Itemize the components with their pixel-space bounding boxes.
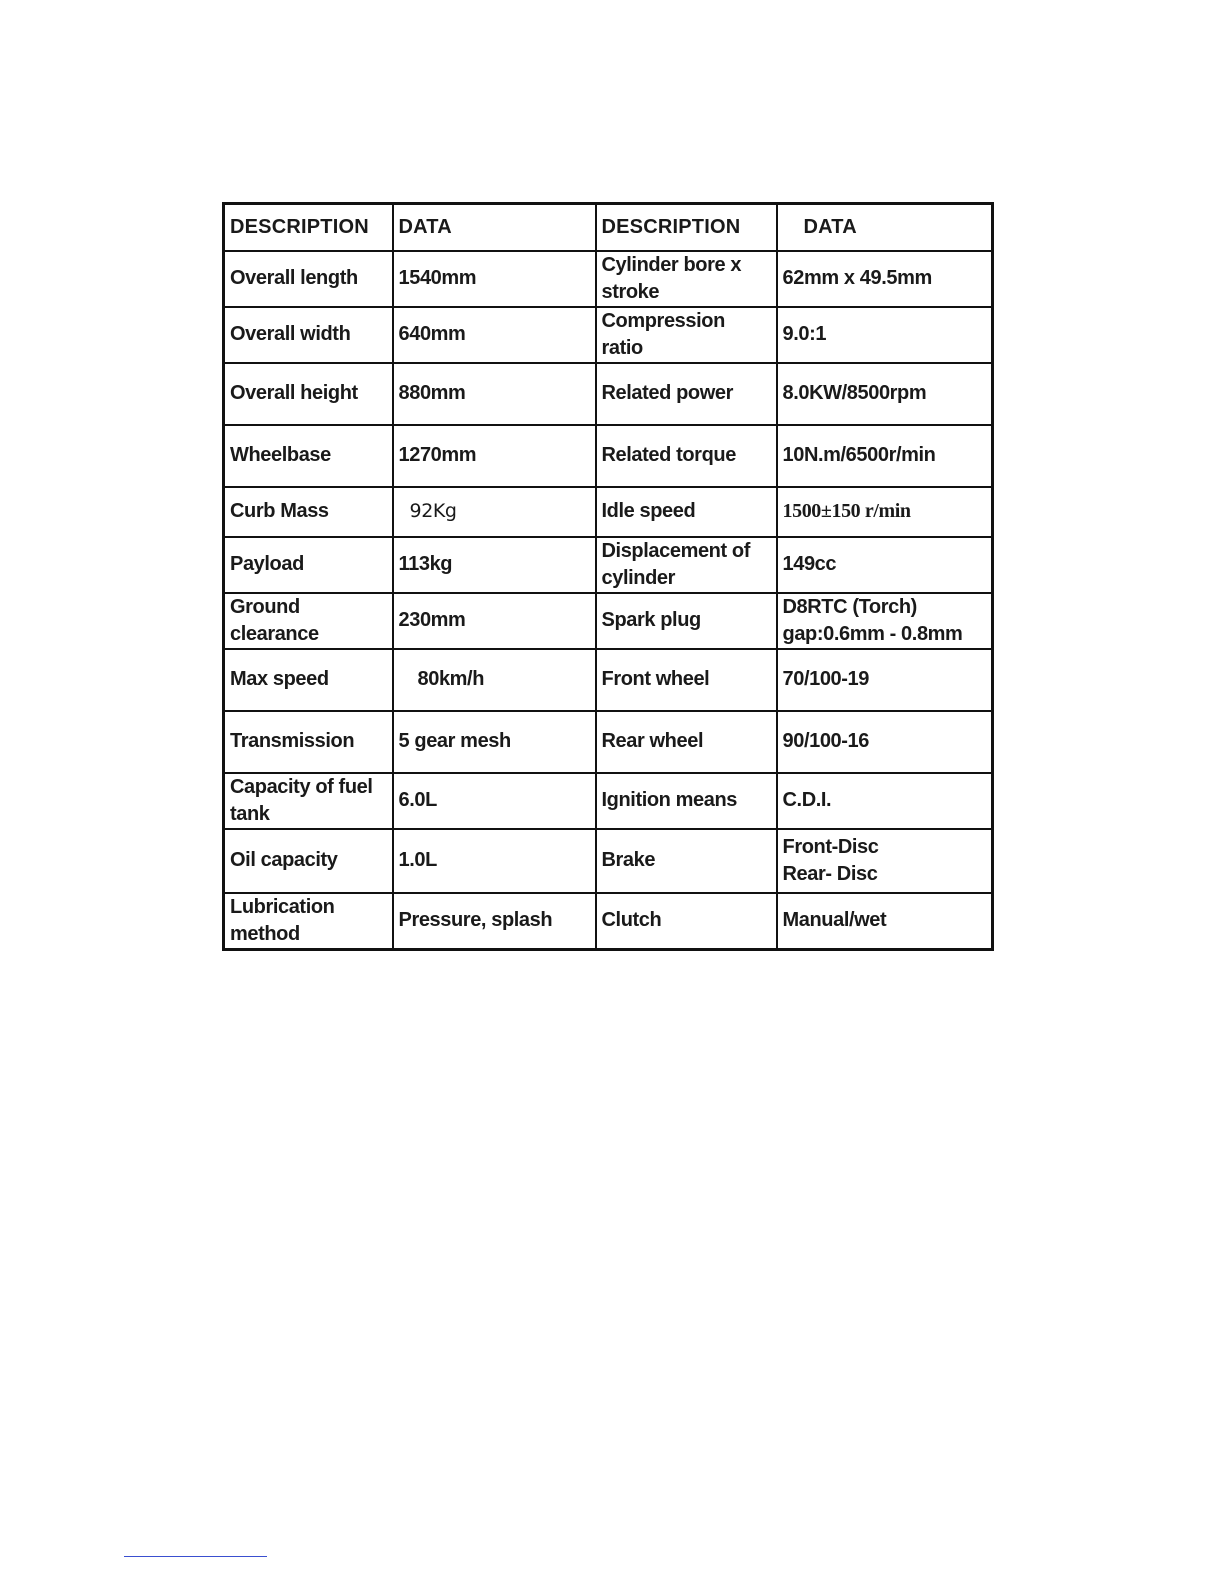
table-row: [224, 487, 993, 537]
table-row: [224, 363, 993, 425]
value-text: 62mm x 49.5mm: [782, 267, 932, 289]
table-row: [224, 307, 993, 363]
table-header-row: [224, 204, 993, 251]
description-text: Capacity of fuel tank: [230, 775, 373, 825]
row-description: [224, 251, 393, 307]
description-text: Related power: [601, 382, 733, 404]
row-value: [393, 307, 596, 363]
value-text: 90/100-16: [782, 730, 869, 752]
row-description: [224, 537, 393, 593]
footnote-separator: [124, 1556, 267, 1557]
table-row: [224, 537, 993, 593]
description-text: Overall length: [230, 267, 358, 289]
row-value: [777, 773, 993, 829]
row-description: [596, 487, 777, 537]
row-description: [596, 893, 777, 950]
table-row: [224, 251, 993, 307]
description-text: Payload: [230, 553, 304, 575]
row-value: [393, 829, 596, 893]
description-text: Wheelbase: [230, 444, 331, 466]
row-value: [777, 307, 993, 363]
specifications-table: [222, 202, 994, 951]
header-description-2: DESCRIPTION: [596, 204, 777, 251]
value-text: 640mm: [398, 323, 466, 345]
value-text: Front-Disc Rear- Disc: [782, 835, 879, 885]
table-row: [224, 893, 993, 950]
value-text: 80km/h: [417, 668, 485, 690]
value-text: 70/100-19: [782, 668, 869, 690]
row-description: [224, 649, 393, 711]
value-text: 1540mm: [398, 267, 477, 289]
description-text: Oil capacity: [230, 849, 338, 871]
value-text: 149cc: [782, 553, 837, 575]
row-description: [596, 363, 777, 425]
value-text: 8.0KW/8500rpm: [782, 382, 927, 404]
row-description: [224, 893, 393, 950]
description-text: Cylinder bore x stroke: [601, 253, 742, 303]
table-row: [224, 649, 993, 711]
table-row: [224, 425, 993, 487]
value-text: 113kg: [398, 553, 453, 575]
table-row: [224, 711, 993, 773]
row-value: [393, 487, 596, 537]
row-value: [777, 487, 993, 537]
description-text: Brake: [601, 849, 656, 871]
header-data-2: DATA: [777, 204, 993, 251]
row-value: [777, 711, 993, 773]
row-value: [393, 649, 596, 711]
description-text: Spark plug: [601, 609, 701, 631]
row-value: [777, 829, 993, 893]
value-text: Manual/wet: [782, 909, 887, 931]
value-text: 9.0:1: [782, 323, 827, 345]
row-value: [393, 893, 596, 950]
row-description: [224, 487, 393, 537]
table-row: [224, 829, 993, 893]
description-text: Rear wheel: [601, 730, 704, 752]
row-value: [777, 537, 993, 593]
row-description: [596, 425, 777, 487]
header-description-1: DESCRIPTION: [224, 204, 393, 251]
row-description: [596, 251, 777, 307]
value-text: 880mm: [398, 382, 466, 404]
row-description: [224, 711, 393, 773]
value-text: 6.0L: [398, 789, 437, 811]
row-description: [224, 425, 393, 487]
value-text: 1.0L: [398, 849, 437, 871]
row-description: [596, 307, 777, 363]
description-text: Ignition means: [601, 789, 738, 811]
description-text: Transmission: [230, 730, 355, 752]
row-description: [224, 363, 393, 425]
description-text: Related torque: [601, 444, 736, 466]
description-text: Clutch: [601, 909, 662, 931]
value-text: 1270mm: [398, 444, 477, 466]
description-text: Compression ratio: [601, 309, 725, 359]
row-value: [393, 363, 596, 425]
row-value: [777, 251, 993, 307]
row-description: [596, 593, 777, 649]
row-description: [596, 829, 777, 893]
description-text: Max speed: [230, 668, 329, 690]
row-description: [596, 711, 777, 773]
row-value: [777, 649, 993, 711]
row-value: [777, 893, 993, 950]
description-text: Idle speed: [601, 500, 696, 522]
value-text: C.D.I.: [782, 789, 832, 811]
value-text: 92Kg: [409, 500, 457, 522]
value-text: D8RTC (Torch) gap:0.6mm - 0.8mm: [782, 595, 963, 645]
value-text: 5 gear mesh: [398, 730, 511, 752]
row-value: [777, 593, 993, 649]
description-text: Lubrication method: [230, 895, 335, 945]
description-text: Overall height: [230, 382, 358, 404]
description-text: Overall width: [230, 323, 351, 345]
table-row: [224, 593, 993, 649]
row-description: [596, 649, 777, 711]
row-description: [224, 773, 393, 829]
row-description: [596, 773, 777, 829]
description-text: Curb Mass: [230, 500, 329, 522]
row-value: [393, 537, 596, 593]
table-row: [224, 773, 993, 829]
header-data-1: DATA: [393, 204, 596, 251]
description-text: Front wheel: [601, 668, 710, 690]
row-value: [393, 593, 596, 649]
row-description: [596, 537, 777, 593]
row-value: [393, 425, 596, 487]
row-description: [224, 593, 393, 649]
row-value: [393, 773, 596, 829]
row-value: [777, 363, 993, 425]
row-description: [224, 829, 393, 893]
row-value: [393, 711, 596, 773]
row-value: [777, 425, 993, 487]
description-text: Displacement of cylinder: [601, 539, 750, 589]
row-value: [393, 251, 596, 307]
value-text: 10N.m/6500r/min: [782, 444, 936, 466]
description-text: Ground clearance: [230, 595, 319, 645]
value-text: 1500±150 r/min: [782, 500, 911, 522]
value-text: Pressure, splash: [398, 909, 553, 931]
value-text: 230mm: [398, 609, 466, 631]
row-description: [224, 307, 393, 363]
